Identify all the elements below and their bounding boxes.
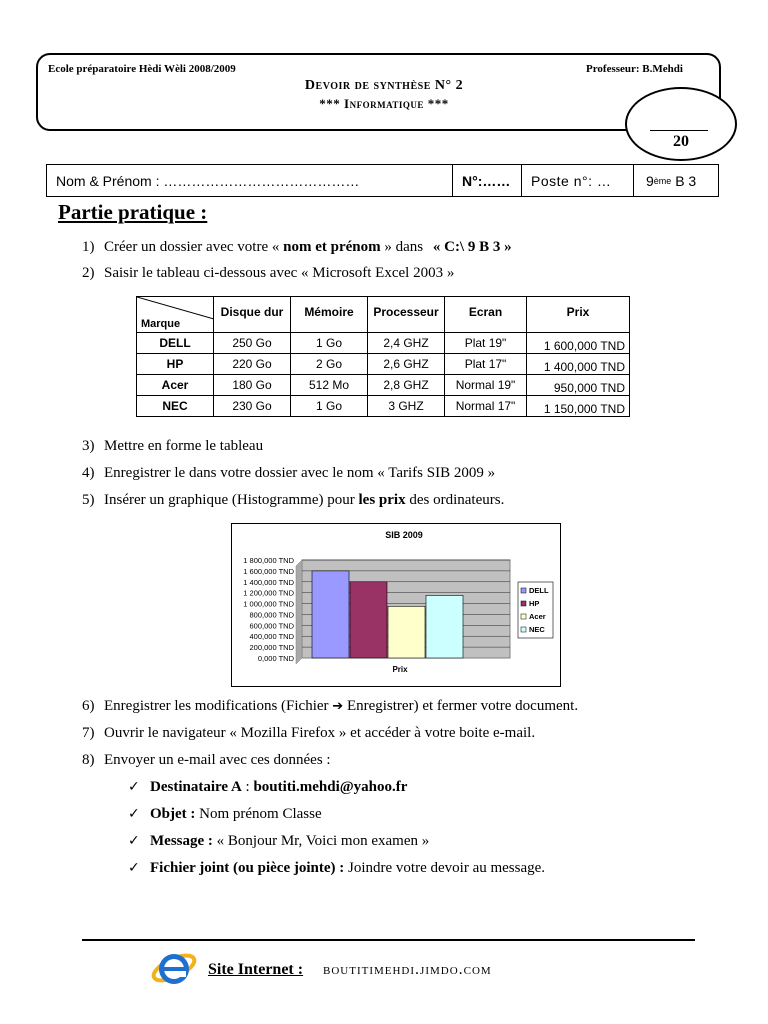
step-bold: les prix bbox=[358, 492, 406, 508]
cell: 2 Go bbox=[291, 354, 368, 375]
legend-label: Acer bbox=[529, 612, 546, 621]
bar-nec bbox=[426, 595, 463, 658]
step-bold: nom et prénom bbox=[283, 239, 381, 255]
step-text: Enregistrer le dans votre dossier avec le nom « Tarifs SIB 2009 » bbox=[104, 465, 496, 481]
step-number: 5) bbox=[82, 492, 95, 508]
step-8 bbox=[82, 752, 331, 769]
email-message bbox=[128, 833, 429, 850]
table-row bbox=[137, 375, 630, 396]
check-icon: ✓ bbox=[128, 860, 140, 876]
legend-label: NEC bbox=[529, 625, 545, 634]
step-text: des ordinateurs. bbox=[405, 492, 505, 508]
cell: 250 Go bbox=[214, 333, 291, 354]
teacher-name: Professeur: B.Mehdi bbox=[586, 63, 683, 75]
email-subject bbox=[128, 806, 322, 823]
x-axis-label: Prix bbox=[392, 665, 408, 674]
class-cell bbox=[634, 165, 718, 196]
step-bold: « C:\ 9 B 3 » bbox=[432, 239, 512, 255]
bar-dell bbox=[312, 571, 349, 658]
bullet-value: Nom prénom Classe bbox=[199, 806, 322, 822]
check-icon: ✓ bbox=[128, 779, 140, 795]
column-header: Disque dur bbox=[214, 297, 291, 333]
class-num: 9 bbox=[646, 172, 654, 189]
y-tick-label: 1 200,000 TND bbox=[243, 588, 294, 598]
step-number: 8) bbox=[82, 752, 95, 768]
y-tick-label: 1 600,000 TND bbox=[243, 566, 294, 576]
y-tick-label: 1 800,000 TND bbox=[243, 556, 294, 565]
legend-swatch bbox=[521, 588, 526, 593]
cell: HP bbox=[137, 354, 214, 375]
column-header: Mémoire bbox=[291, 297, 368, 333]
step-6 bbox=[82, 698, 578, 715]
column-header: Processeur bbox=[368, 297, 445, 333]
price-chart bbox=[231, 523, 561, 687]
bullet-label: Fichier joint (ou pièce jointe) : bbox=[150, 860, 345, 876]
school-name: Ecole préparatoire Hèdi Wèli 2008/2009 bbox=[48, 63, 236, 75]
check-icon: ✓ bbox=[128, 833, 140, 849]
cell: 1 600,000 TND bbox=[527, 333, 630, 354]
internet-explorer-icon bbox=[150, 944, 198, 990]
cell: DELL bbox=[137, 333, 214, 354]
chart-title: SIB 2009 bbox=[385, 530, 423, 540]
column-header: Ecran bbox=[445, 297, 527, 333]
cell: 512 Mo bbox=[291, 375, 368, 396]
step-text: Ouvrir le navigateur « Mozilla Firefox » et accéder à votre boite e-mail. bbox=[104, 725, 536, 741]
corner-cell bbox=[137, 297, 214, 333]
cell: 180 Go bbox=[214, 375, 291, 396]
cell: 1 400,000 TND bbox=[527, 354, 630, 375]
y-tick-label: 600,000 TND bbox=[249, 621, 294, 631]
column-header: Prix bbox=[527, 297, 630, 333]
cell: Acer bbox=[137, 375, 214, 396]
step-4 bbox=[82, 465, 495, 482]
step-1 bbox=[82, 239, 512, 256]
cell: 2,4 GHZ bbox=[368, 333, 445, 354]
check-icon: ✓ bbox=[128, 806, 140, 822]
exam-subject: *** Informatique *** bbox=[319, 96, 449, 111]
student-id-row bbox=[46, 164, 719, 197]
grade-line bbox=[650, 130, 708, 131]
cell: 1 Go bbox=[291, 333, 368, 354]
legend-label: HP bbox=[529, 599, 540, 608]
y-tick-label: 400,000 TND bbox=[249, 632, 294, 642]
legend-swatch bbox=[521, 627, 526, 632]
cell: Normal 17" bbox=[445, 396, 527, 417]
y-tick-label: 0,000 TND bbox=[257, 654, 294, 663]
bullet-value: boutiti.mehdi@yahoo.fr bbox=[253, 779, 408, 795]
step-number: 4) bbox=[82, 465, 95, 481]
cell: 230 Go bbox=[214, 396, 291, 417]
step-text: » dans bbox=[380, 239, 427, 255]
step-number: 3) bbox=[82, 438, 95, 454]
y-tick-label: 1 400,000 TND bbox=[243, 577, 294, 587]
legend-label: DELL bbox=[529, 586, 549, 595]
bullet-sep: : bbox=[241, 779, 254, 795]
table-row bbox=[137, 333, 630, 354]
step-text: Insérer un graphique (Histogramme) pour bbox=[104, 492, 359, 508]
cell: Plat 17" bbox=[445, 354, 527, 375]
plot-side-wall bbox=[296, 560, 302, 664]
class-suffix: B 3 bbox=[671, 172, 697, 189]
y-tick-label: 800,000 TND bbox=[249, 610, 294, 620]
bullet-label: Destinataire A bbox=[150, 779, 242, 795]
bar-hp bbox=[350, 582, 387, 658]
cell: 1 150,000 TND bbox=[527, 396, 630, 417]
legend-swatch bbox=[521, 614, 526, 619]
cell: 1 Go bbox=[291, 396, 368, 417]
cell: Plat 19" bbox=[445, 333, 527, 354]
step-text: Créer un dossier avec votre « bbox=[104, 239, 284, 255]
step-text: Enregistrer les modifications (Fichier bbox=[104, 698, 333, 714]
corner-label: Marque bbox=[141, 318, 181, 330]
cell: NEC bbox=[137, 396, 214, 417]
footer-divider bbox=[82, 939, 695, 941]
site-label: Site Internet : bbox=[208, 961, 304, 978]
section-title: Partie pratique : bbox=[58, 200, 208, 224]
step-number: 7) bbox=[82, 725, 95, 741]
bullet-value: Joindre votre devoir au message. bbox=[348, 860, 546, 876]
workstation-field[interactable]: Poste n°: … bbox=[522, 165, 634, 196]
chart-svg bbox=[231, 524, 561, 686]
step-2 bbox=[82, 265, 454, 282]
cell: 950,000 TND bbox=[527, 375, 630, 396]
cell: 3 GHZ bbox=[368, 396, 445, 417]
table-header-row bbox=[137, 297, 630, 333]
step-number: 1) bbox=[82, 239, 95, 255]
student-number-field[interactable]: N°:…… bbox=[453, 165, 522, 196]
y-tick-label: 200,000 TND bbox=[249, 643, 294, 653]
table-row bbox=[137, 396, 630, 417]
arrow-icon: ➔ bbox=[332, 699, 344, 714]
price-table bbox=[136, 296, 630, 417]
step-5 bbox=[82, 492, 504, 509]
student-name-field[interactable]: Nom & Prénom : …………………………………… bbox=[47, 165, 453, 196]
step-text: Enregistrer) et fermer votre document. bbox=[343, 698, 579, 714]
y-tick-label: 1 000,000 TND bbox=[243, 599, 294, 609]
step-text: Mettre en forme le tableau bbox=[104, 438, 264, 454]
cell: Normal 19" bbox=[445, 375, 527, 396]
grade-total: 20 bbox=[673, 133, 689, 150]
exam-title: Devoir de synthèse N° 2 bbox=[304, 78, 464, 93]
step-7 bbox=[82, 725, 535, 742]
cell: 220 Go bbox=[214, 354, 291, 375]
email-attachment bbox=[128, 860, 545, 877]
table-row bbox=[137, 354, 630, 375]
step-3 bbox=[82, 438, 263, 455]
email-recipient bbox=[128, 779, 407, 796]
bullet-value: « Bonjour Mr, Voici mon examen » bbox=[216, 833, 430, 849]
legend-swatch bbox=[521, 601, 526, 606]
cell: 2,6 GHZ bbox=[368, 354, 445, 375]
site-url-link[interactable]: boutitimehdi.jimdo.com bbox=[323, 961, 492, 978]
class-sup: ème bbox=[653, 175, 672, 186]
bullet-label: Message : bbox=[150, 833, 213, 849]
step-text: Saisir le tableau ci-dessous avec « Microsoft Excel 2003 » bbox=[104, 265, 455, 281]
step-number: 6) bbox=[82, 698, 95, 714]
step-text: Envoyer un e-mail avec ces données : bbox=[104, 752, 331, 768]
bar-acer bbox=[388, 606, 425, 658]
step-number: 2) bbox=[82, 265, 95, 281]
bullet-label: Objet : bbox=[150, 806, 196, 822]
cell: 2,8 GHZ bbox=[368, 375, 445, 396]
